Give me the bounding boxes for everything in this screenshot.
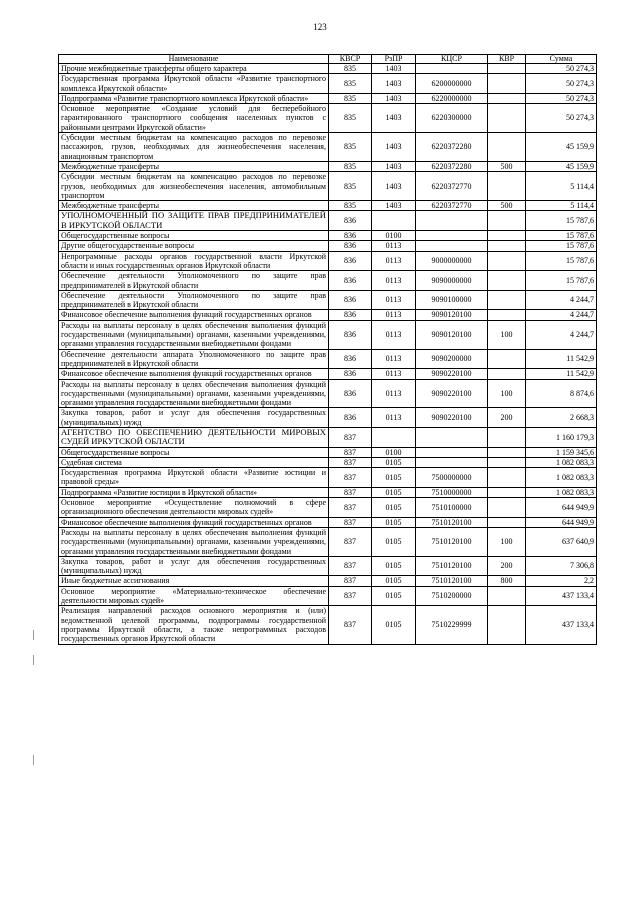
cell-kvsr: 835 (329, 64, 372, 74)
cell-rzpr: 0113 (372, 310, 416, 320)
cell-kcsr: 7510229999 (416, 606, 488, 644)
cell-rzpr: 0100 (372, 447, 416, 457)
table-row (59, 133, 597, 162)
cell-sum: 50 274,3 (526, 104, 597, 133)
cell-kvr (488, 447, 526, 457)
table-row (59, 172, 597, 201)
cell-kvsr: 836 (329, 271, 372, 291)
cell-rzpr: 1403 (372, 74, 416, 94)
cell-kcsr: 7500000000 (416, 468, 488, 488)
cell-rzpr: 0113 (372, 271, 416, 291)
cell-kvsr: 837 (329, 447, 372, 457)
cell-sum: 50 274,3 (526, 93, 597, 103)
cell-kvr: 800 (488, 576, 526, 586)
table-row (59, 527, 597, 556)
cell-kvr (488, 241, 526, 251)
cell-sum: 5 114,4 (526, 172, 597, 201)
cell-kvsr: 835 (329, 172, 372, 201)
table-row (59, 64, 597, 74)
cell-kvr (488, 498, 526, 518)
cell-kcsr: 6220300000 (416, 104, 488, 133)
cell-rzpr: 0105 (372, 586, 416, 606)
cell-name: Финансовое обеспечение выполнения функций государственных органов (59, 517, 329, 527)
cell-name: Расходы на выплаты персоналу в целях обеспечения выполнения функций государственными (муниципальными) органами, казенными учреждениями, органами управления государственными внебюджетными фондами (59, 379, 329, 408)
cell-kcsr: 7510100000 (416, 498, 488, 518)
cell-kvsr: 836 (329, 379, 372, 408)
cell-kvsr: 837 (329, 556, 372, 576)
cell-kvsr: 837 (329, 586, 372, 606)
cell-rzpr: 1403 (372, 104, 416, 133)
cell-sum: 4 244,7 (526, 310, 597, 320)
cell-sum: 2,2 (526, 576, 597, 586)
cell-kvr: 100 (488, 527, 526, 556)
cell-kcsr (416, 64, 488, 74)
table-row (59, 427, 597, 447)
cell-name: Общегосударственные вопросы (59, 231, 329, 241)
cell-kcsr: 7510120100 (416, 556, 488, 576)
cell-kvsr: 835 (329, 74, 372, 94)
cell-kcsr: 9090120100 (416, 320, 488, 349)
cell-sum: 50 274,3 (526, 74, 597, 94)
cell-kvsr: 835 (329, 201, 372, 211)
cell-sum: 644 949,9 (526, 498, 597, 518)
header-sum: Сумма (526, 55, 597, 64)
cell-name: Межбюджетные трансферты (59, 161, 329, 171)
cell-name: Обеспечение деятельности Уполномоченного по защите прав предпринимателей в Иркутской области (59, 271, 329, 291)
cell-kcsr: 6220372280 (416, 161, 488, 171)
cell-sum: 11 542,9 (526, 369, 597, 379)
cell-kvsr: 836 (329, 369, 372, 379)
budget-table (58, 54, 597, 645)
cell-kcsr: 9090220100 (416, 408, 488, 428)
table-row (59, 74, 597, 94)
cell-rzpr: 0105 (372, 487, 416, 497)
table-row (59, 576, 597, 586)
table-row (59, 93, 597, 103)
cell-rzpr: 0105 (372, 517, 416, 527)
table-row (59, 290, 597, 310)
table-row (59, 369, 597, 379)
table-row (59, 556, 597, 576)
cell-kvsr: 836 (329, 310, 372, 320)
cell-kcsr: 9090120100 (416, 310, 488, 320)
table-row (59, 468, 597, 488)
cell-sum: 11 542,9 (526, 349, 597, 369)
table-row (59, 310, 597, 320)
cell-kcsr: 6220372770 (416, 172, 488, 201)
cell-kvr (488, 211, 526, 231)
cell-rzpr: 0105 (372, 498, 416, 518)
cell-sum: 4 244,7 (526, 290, 597, 310)
table-row (59, 498, 597, 518)
table-row (59, 241, 597, 251)
cell-rzpr: 0105 (372, 606, 416, 644)
header-name: Наименование (59, 55, 329, 64)
cell-kcsr: 7510200000 (416, 586, 488, 606)
cell-name: Другие общегосударственные вопросы (59, 241, 329, 251)
cell-name: Иные бюджетные ассигнования (59, 576, 329, 586)
table-row (59, 104, 597, 133)
cell-kcsr (416, 241, 488, 251)
table-header-row (59, 55, 597, 64)
cell-name: Подпрограмма «Развитие юстиции в Иркутской области» (59, 487, 329, 497)
cell-name: Прочие межбюджетные трансферты общего характера (59, 64, 329, 74)
cell-kvr (488, 349, 526, 369)
cell-sum: 15 787,6 (526, 231, 597, 241)
cell-kcsr: 9090220100 (416, 369, 488, 379)
cell-kcsr: 9090000000 (416, 271, 488, 291)
cell-kvr (488, 606, 526, 644)
cell-rzpr: 0105 (372, 576, 416, 586)
cell-name: Финансовое обеспечение выполнения функций государственных органов (59, 310, 329, 320)
table-row (59, 271, 597, 291)
cell-rzpr: 0100 (372, 231, 416, 241)
cell-kvsr: 835 (329, 133, 372, 162)
cell-name: Реализация направлений расходов основного мероприятия и (или) ведомственной целевой программы, подпрограммы государственной программы Иркутской области, а также непрограммных расходов государственных органов Иркутской области (59, 606, 329, 644)
table-row (59, 379, 597, 408)
cell-sum: 1 160 179,3 (526, 427, 597, 447)
cell-kvsr: 837 (329, 457, 372, 467)
cell-rzpr: 1403 (372, 93, 416, 103)
cell-kcsr: 7510120100 (416, 576, 488, 586)
cell-kcsr: 6220372280 (416, 133, 488, 162)
cell-sum: 1 082 083,3 (526, 487, 597, 497)
cell-sum: 1 159 345,6 (526, 447, 597, 457)
table-row (59, 457, 597, 467)
cell-kcsr (416, 427, 488, 447)
table-row (59, 487, 597, 497)
cell-sum: 4 244,7 (526, 320, 597, 349)
cell-kvsr: 837 (329, 498, 372, 518)
cell-rzpr: 0113 (372, 369, 416, 379)
cell-kcsr: 7510120100 (416, 527, 488, 556)
cell-kvr (488, 251, 526, 271)
header-kvsr: КВСР (329, 55, 372, 64)
cell-sum: 7 306,8 (526, 556, 597, 576)
cell-kvr (488, 104, 526, 133)
cell-kvsr: 836 (329, 231, 372, 241)
cell-kvr (488, 517, 526, 527)
cell-name: Непрограммные расходы органов государственной власти Иркутской области и иных государственных органов Иркутской области (59, 251, 329, 271)
cell-kcsr (416, 231, 488, 241)
cell-kvsr: 837 (329, 606, 372, 644)
cell-kcsr (416, 447, 488, 457)
header-kcsr: КЦСР (416, 55, 488, 64)
cell-kvr: 100 (488, 320, 526, 349)
cell-kcsr: 9090200000 (416, 349, 488, 369)
cell-kcsr: 9090100000 (416, 290, 488, 310)
cell-rzpr (372, 211, 416, 231)
cell-kvsr: 835 (329, 161, 372, 171)
cell-kvr (488, 369, 526, 379)
cell-kvsr: 837 (329, 487, 372, 497)
cell-name: Государственная программа Иркутской области «Развитие транспортного комплекса Иркутской области» (59, 74, 329, 94)
cell-kvsr: 836 (329, 290, 372, 310)
cell-sum: 5 114,4 (526, 201, 597, 211)
cell-sum: 437 133,4 (526, 586, 597, 606)
cell-kcsr: 6220000000 (416, 93, 488, 103)
table-row (59, 586, 597, 606)
cell-kvsr: 835 (329, 104, 372, 133)
cell-kvr (488, 93, 526, 103)
cell-name: Обеспечение деятельности аппарата Уполномоченного по защите прав предпринимателей в Иркутской области (59, 349, 329, 369)
cell-sum: 8 874,6 (526, 379, 597, 408)
cell-sum: 45 159,9 (526, 161, 597, 171)
cell-name: Судебная система (59, 457, 329, 467)
cell-name: Государственная программа Иркутской области «Развитие юстиции и правовой среды» (59, 468, 329, 488)
table-row (59, 447, 597, 457)
cell-name: Субсидии местным бюджетам на компенсацию расходов по перевозке пассажиров, грузов, необходимых для жизнеобеспечения населения, авиационным транспортом (59, 133, 329, 162)
cell-name: Расходы на выплаты персоналу в целях обеспечения выполнения функций государственными (муниципальными) органами, казенными учреждениями, органами управления государственными внебюджетными фондами (59, 320, 329, 349)
cell-kcsr: 7510120100 (416, 517, 488, 527)
cell-kvr: 500 (488, 201, 526, 211)
cell-sum: 15 787,6 (526, 241, 597, 251)
cell-rzpr: 1403 (372, 172, 416, 201)
cell-rzpr: 1403 (372, 133, 416, 162)
cell-name: Межбюджетные трансферты (59, 201, 329, 211)
cell-rzpr (372, 427, 416, 447)
cell-kvsr: 836 (329, 320, 372, 349)
cell-kcsr (416, 211, 488, 231)
table-row (59, 408, 597, 428)
cell-name: Расходы на выплаты персоналу в целях обеспечения выполнения функций государственными (муниципальными) органами, казенными учреждениями, органами управления государственными внебюджетными фондами (59, 527, 329, 556)
cell-kvr (488, 586, 526, 606)
cell-kvsr: 836 (329, 349, 372, 369)
cell-sum: 437 133,4 (526, 606, 597, 644)
cell-kvr (488, 172, 526, 201)
cell-kvsr: 837 (329, 468, 372, 488)
cell-name: Основное мероприятие «Осуществление полномочий в сфере организационного обеспечения деятельности мировых судей» (59, 498, 329, 518)
cell-rzpr: 0113 (372, 290, 416, 310)
cell-rzpr: 1403 (372, 64, 416, 74)
cell-rzpr: 1403 (372, 161, 416, 171)
cell-sum: 644 949,9 (526, 517, 597, 527)
table-row (59, 606, 597, 644)
cell-name: Обеспечение деятельности Уполномоченного по защите прав предпринимателей в Иркутской области (59, 290, 329, 310)
cell-name: Основное мероприятие «Материально-техническое обеспечение деятельности мировых судей» (59, 586, 329, 606)
cell-kcsr: 9000000000 (416, 251, 488, 271)
cell-kcsr: 7510000000 (416, 487, 488, 497)
cell-kcsr: 9090220100 (416, 379, 488, 408)
table-row (59, 211, 597, 231)
cell-kvr (488, 290, 526, 310)
table-body (59, 64, 597, 645)
cell-name: Субсидии местным бюджетам на компенсацию расходов по перевозке грузов, необходимых для жизнеобеспечения населения, автомобильным транспортом (59, 172, 329, 201)
cell-kvr (488, 457, 526, 467)
cell-name: Подпрограмма «Развитие транспортного комплекса Иркутской области» (59, 93, 329, 103)
cell-kvr: 200 (488, 556, 526, 576)
cell-kvr (488, 133, 526, 162)
table-row (59, 320, 597, 349)
table-row (59, 231, 597, 241)
cell-sum: 2 668,3 (526, 408, 597, 428)
cell-rzpr: 0105 (372, 457, 416, 467)
cell-kvr (488, 64, 526, 74)
cell-name: Общегосударственные вопросы (59, 447, 329, 457)
cell-kvsr: 837 (329, 527, 372, 556)
cell-kvr (488, 271, 526, 291)
table-row (59, 251, 597, 271)
cell-kvr: 200 (488, 408, 526, 428)
cell-rzpr: 1403 (372, 201, 416, 211)
cell-name: Финансовое обеспечение выполнения функций государственных органов (59, 369, 329, 379)
cell-rzpr: 0113 (372, 320, 416, 349)
margin-mark (33, 630, 38, 640)
table-row (59, 161, 597, 171)
page-number: 123 (313, 22, 327, 32)
cell-kvr: 100 (488, 379, 526, 408)
cell-kvsr: 837 (329, 576, 372, 586)
table-row (59, 201, 597, 211)
cell-rzpr: 0105 (372, 468, 416, 488)
cell-name: УПОЛНОМОЧЕННЫЙ ПО ЗАЩИТЕ ПРАВ ПРЕДПРИНИМАТЕЛЕЙ В ИРКУТСКОЙ ОБЛАСТИ (59, 211, 329, 231)
cell-sum: 15 787,6 (526, 271, 597, 291)
cell-rzpr: 0113 (372, 251, 416, 271)
cell-sum: 15 787,6 (526, 211, 597, 231)
cell-sum: 1 082 083,3 (526, 468, 597, 488)
margin-mark (33, 655, 38, 665)
cell-kvr (488, 468, 526, 488)
cell-kcsr (416, 457, 488, 467)
cell-name: Закупка товаров, работ и услуг для обеспечения государственных (муниципальных) нужд (59, 556, 329, 576)
cell-sum: 45 159,9 (526, 133, 597, 162)
cell-sum: 50 274,3 (526, 64, 597, 74)
cell-kvsr: 837 (329, 427, 372, 447)
cell-kcsr: 6200000000 (416, 74, 488, 94)
cell-rzpr: 0113 (372, 408, 416, 428)
cell-kvsr: 836 (329, 251, 372, 271)
cell-name: АГЕНТСТВО ПО ОБЕСПЕЧЕНИЮ ДЕЯТЕЛЬНОСТИ МИРОВЫХ СУДЕЙ ИРКУТСКОЙ ОБЛАСТИ (59, 427, 329, 447)
cell-kvsr: 836 (329, 241, 372, 251)
cell-kvsr: 837 (329, 517, 372, 527)
cell-kvr (488, 427, 526, 447)
cell-rzpr: 0105 (372, 556, 416, 576)
cell-rzpr: 0113 (372, 349, 416, 369)
cell-kvr (488, 74, 526, 94)
cell-kvsr: 836 (329, 211, 372, 231)
cell-rzpr: 0113 (372, 241, 416, 251)
cell-name: Закупка товаров, работ и услуг для обеспечения государственных (муниципальных) нужд (59, 408, 329, 428)
cell-kvsr: 836 (329, 408, 372, 428)
cell-kvr (488, 487, 526, 497)
cell-kvr (488, 231, 526, 241)
table-row (59, 517, 597, 527)
margin-mark (33, 755, 38, 765)
cell-rzpr: 0105 (372, 527, 416, 556)
cell-sum: 1 082 083,3 (526, 457, 597, 467)
cell-sum: 15 787,6 (526, 251, 597, 271)
table-row (59, 349, 597, 369)
cell-kvsr: 835 (329, 93, 372, 103)
cell-kcsr: 6220372770 (416, 201, 488, 211)
cell-name: Основное мероприятие «Создание условий для бесперебойного гарантированного транспортного сообщения населенных пунктов с районными центрами Иркутской области» (59, 104, 329, 133)
header-rzpr: РзПР (372, 55, 416, 64)
cell-sum: 637 640,9 (526, 527, 597, 556)
cell-rzpr: 0113 (372, 379, 416, 408)
cell-kvr (488, 310, 526, 320)
header-kvr: КВР (488, 55, 526, 64)
cell-kvr: 500 (488, 161, 526, 171)
